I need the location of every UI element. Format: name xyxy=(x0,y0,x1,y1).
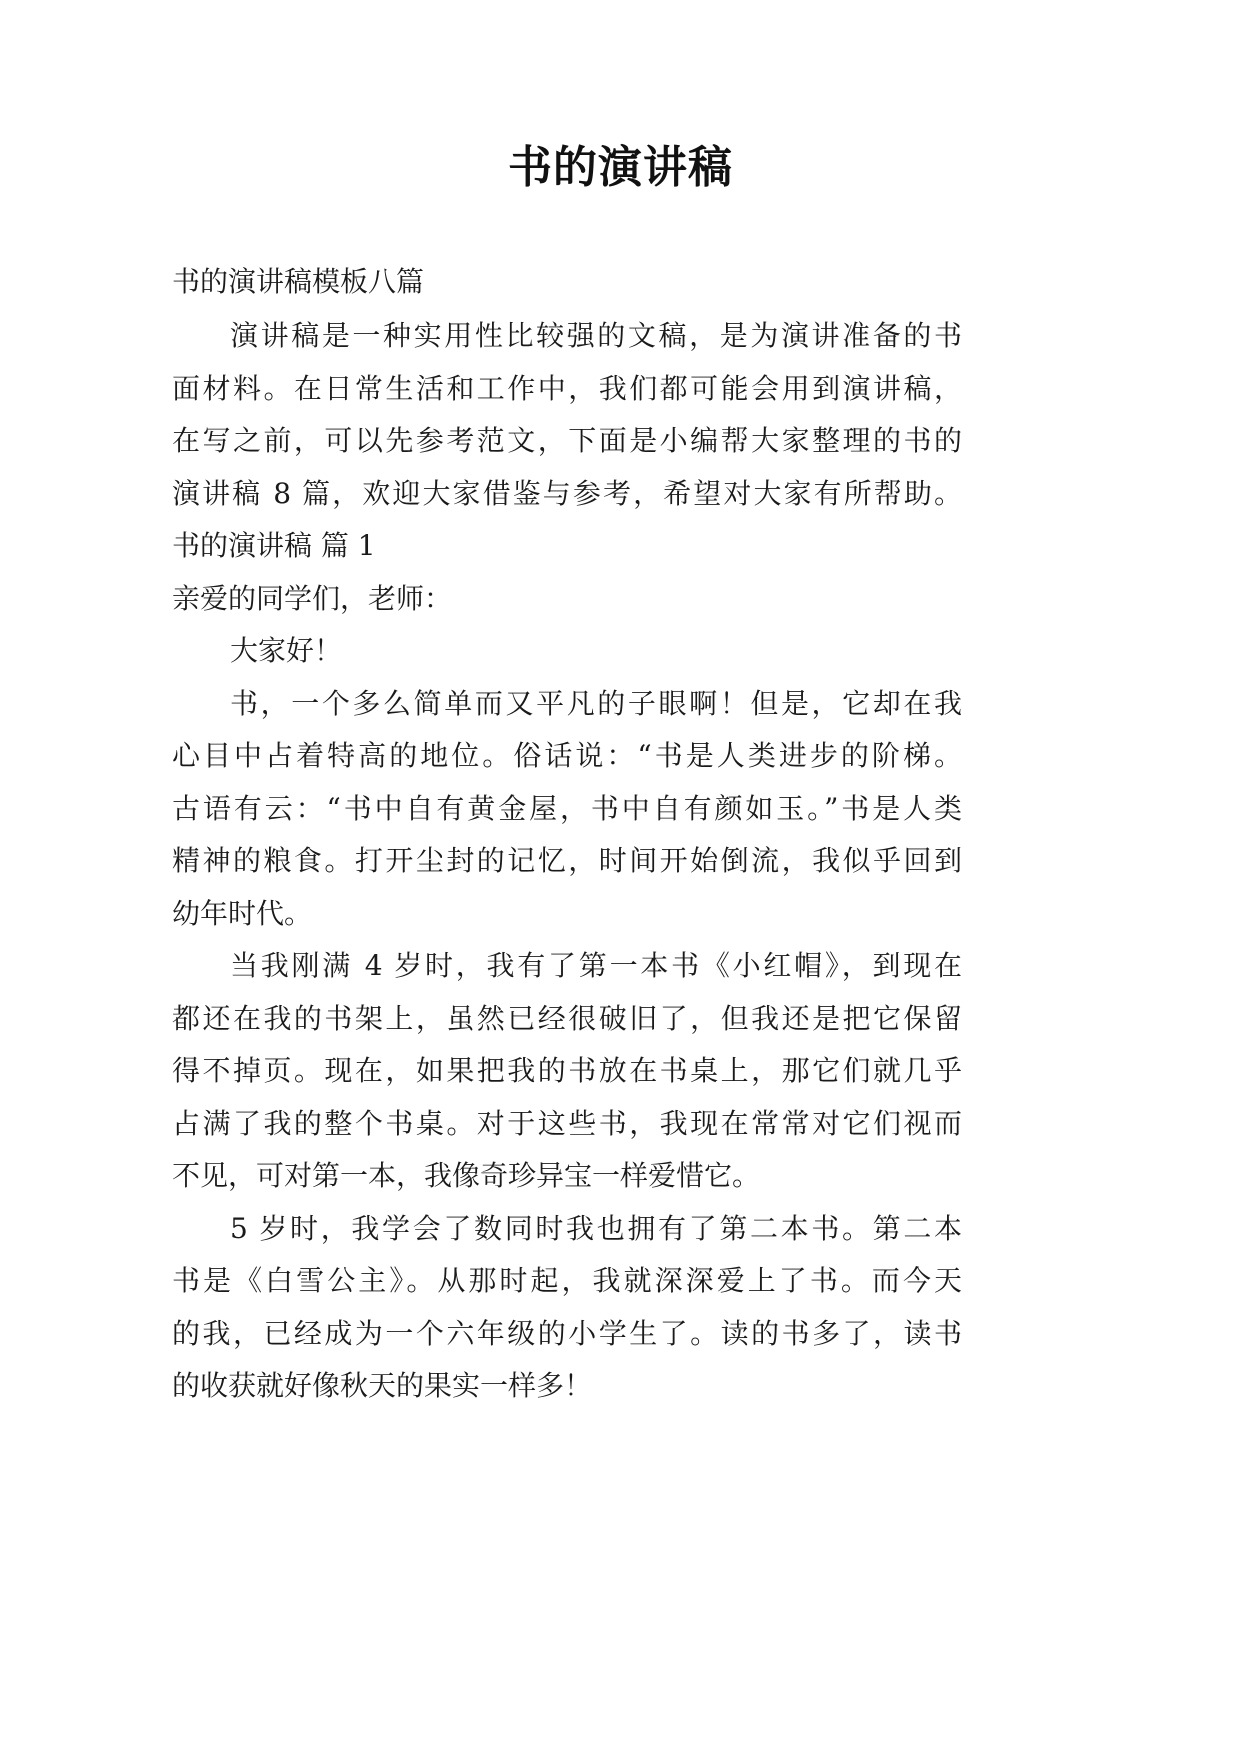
paragraph-line: 古语有云：“书中自有黄金屋，书中自有颜如玉。”书是人类 xyxy=(172,792,962,825)
paragraph-line: 当我刚满 4 岁时，我有了第一本书《小红帽》，到现在 xyxy=(230,949,962,982)
paragraph-line: 的收获就好像秋天的果实一样多！ xyxy=(172,1369,593,1402)
paragraph-line: 的我，已经成为一个六年级的小学生了。读的书多了，读书 xyxy=(172,1317,962,1350)
paragraph-line: 占满了我的整个书桌。对于这些书，我现在常常对它们视而 xyxy=(172,1107,962,1140)
section-heading: 书的演讲稿 篇 1 xyxy=(172,529,376,562)
paragraph-line: 不见，可对第一本，我像奇珍异宝一样爱惜它。 xyxy=(172,1159,761,1192)
intro-line: 演讲稿是一种实用性比较强的文稿，是为演讲准备的书 xyxy=(230,319,962,352)
paragraph-line: 书，一个多么简单而又平凡的子眼啊！但是，它却在我 xyxy=(230,687,962,720)
paragraph-line: 都还在我的书架上，虽然已经很破旧了，但我还是把它保留 xyxy=(172,1002,962,1035)
paragraph-line: 得不掉页。现在，如果把我的书放在书桌上，那它们就几乎 xyxy=(172,1054,962,1087)
document-title: 书的演讲稿 xyxy=(508,142,733,193)
intro-line: 面材料。在日常生活和工作中，我们都可能会用到演讲稿， xyxy=(172,372,962,405)
paragraph-line: 5 岁时，我学会了数同时我也拥有了第二本书。第二本 xyxy=(230,1212,962,1245)
paragraph-line: 幼年时代。 xyxy=(172,897,313,930)
subtitle: 书的演讲稿模板八篇 xyxy=(172,265,425,298)
paragraph-line: 心目中占着特高的地位。俗话说：“书是人类进步的阶梯。 xyxy=(172,739,962,772)
paragraph-line: 书是《白雪公主》。从那时起，我就深深爱上了书。而今天 xyxy=(172,1264,962,1297)
greeting: 大家好！ xyxy=(230,634,343,667)
paragraph-line: 精神的粮食。打开尘封的记忆，时间开始倒流，我似乎回到 xyxy=(172,844,962,877)
intro-line: 在写之前，可以先参考范文，下面是小编帮大家整理的书的 xyxy=(172,424,962,457)
salutation: 亲爱的同学们，老师： xyxy=(172,582,453,615)
intro-line: 演讲稿 8 篇，欢迎大家借鉴与参考，希望对大家有所帮助。 xyxy=(172,477,962,510)
